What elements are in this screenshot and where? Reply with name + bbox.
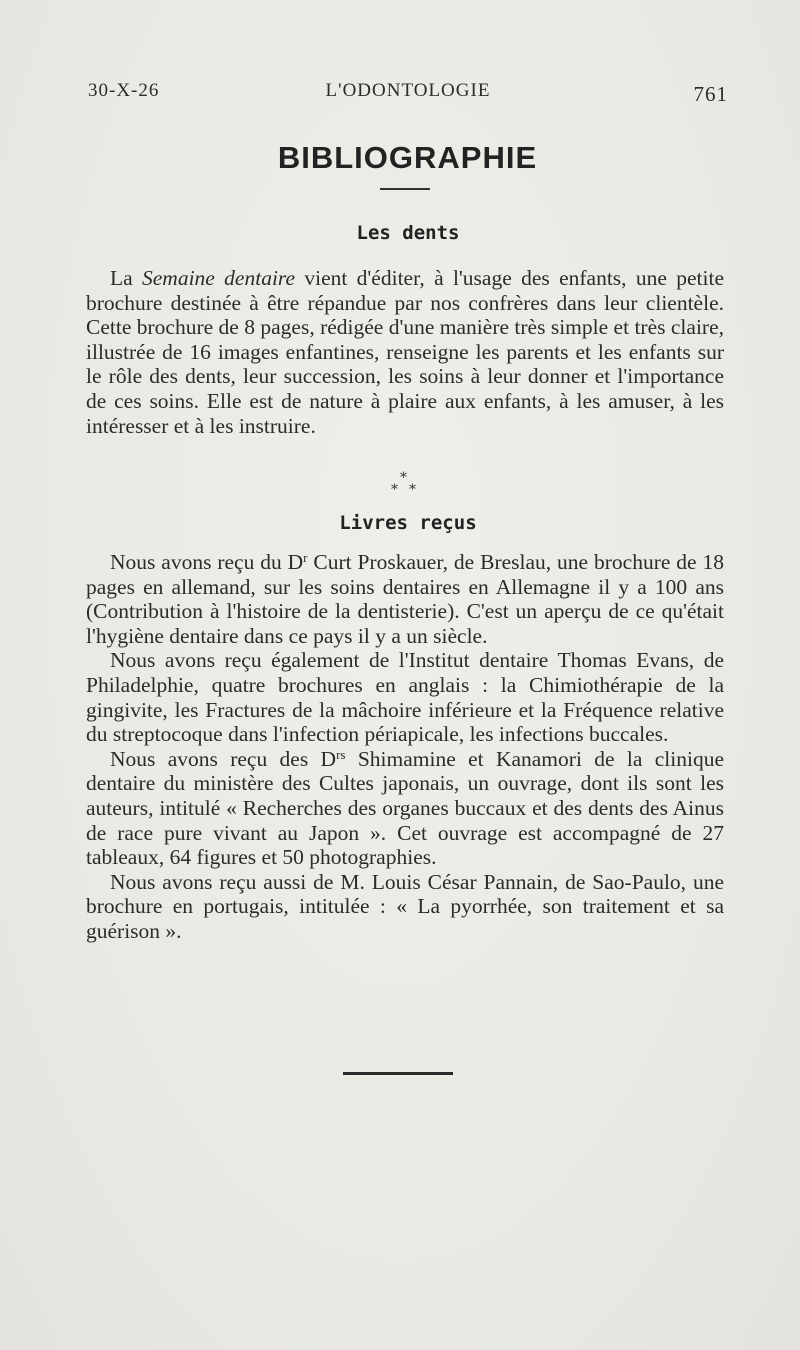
paragraph-text: La xyxy=(110,266,143,290)
paragraph-text: Nous avons reçu du D xyxy=(110,550,304,574)
paragraph: Nous avons reçu également de l'Institut dentaire Thomas Evans, de Philadelphie, quatre brochures en anglais : la Chimiothérapie de la gingivite, les Fractures de la mâchoire inférieure et la Fréquence relative du streptocoque dans l'infection périapicale, les infections buccales. xyxy=(86,648,724,747)
section-body-livres-recus xyxy=(86,550,724,944)
section-heading-livres-recus: Livres reçus xyxy=(339,512,477,534)
superscript: rs xyxy=(336,746,346,762)
page-title: BIBLIOGRAPHIE xyxy=(277,140,538,175)
asterisk: * xyxy=(391,482,398,498)
paragraph xyxy=(86,550,724,648)
paragraph xyxy=(86,747,724,870)
asterism-divider xyxy=(388,470,428,500)
running-head xyxy=(88,80,728,106)
end-divider xyxy=(343,1072,453,1075)
section-heading-les-dents: Les dents xyxy=(356,222,460,244)
superscript: r xyxy=(303,550,308,565)
issue-date: 30-X-26 xyxy=(88,80,160,101)
paragraph-text: Nous avons reçu des D xyxy=(110,746,337,771)
paragraph-text: vient d'éditer, à l'usage des enfants, une petite brochure destinée à être répandue par nos confrères dans leur clientèle. Cette brochure de 8 pages, rédigée d'une manière très simple et très claire, illustrée de 16 images enfantines, renseigne les parents et les enfants sur le rôle des dents, leur succession, les soins à leur donner et l'importance de ces soins. Elle est de nature à plaire aux enfants, à les amuser, à les intéresser et à les instruire. xyxy=(86,266,724,438)
page-number: 761 xyxy=(693,82,728,106)
journal-name: L'ODONTOLOGIE xyxy=(325,80,491,101)
paragraph: Nous avons reçu aussi de M. Louis César Pannain, de Sao-Paulo, une brochure en portugais, intitulée : « La pyorrhée, son traitement et sa guérison ». xyxy=(86,869,724,943)
paragraph xyxy=(86,266,724,438)
paragraph-text: Shimamine et Kanamori de la clinique dentaire du ministère des Cultes japonais, un ouvrage, dont ils sont les auteurs, intitulé « Recherches des organes buccaux et des dents des Ainus de race pure vivant au Japon ». Cet ouvrage est accompagné de 27 tableaux, 64 figures et 50 photographies. xyxy=(86,746,724,870)
publication-title: Semaine dentaire xyxy=(142,266,296,290)
asterisk: * xyxy=(400,470,407,486)
paragraph-text: Curt Proskauer, de Breslau, une brochure de 18 pages en allemand, sur les soins dentaires en Allemagne il y a 100 ans (Contribution à l'histoire de la dentisterie). C'est un aperçu de ce qu'était l'hygiène dentaire dans ce pays il y a un siècle. xyxy=(86,550,724,648)
section-body-les-dents xyxy=(86,266,724,438)
title-divider xyxy=(380,188,430,190)
asterisk: * xyxy=(409,482,416,498)
